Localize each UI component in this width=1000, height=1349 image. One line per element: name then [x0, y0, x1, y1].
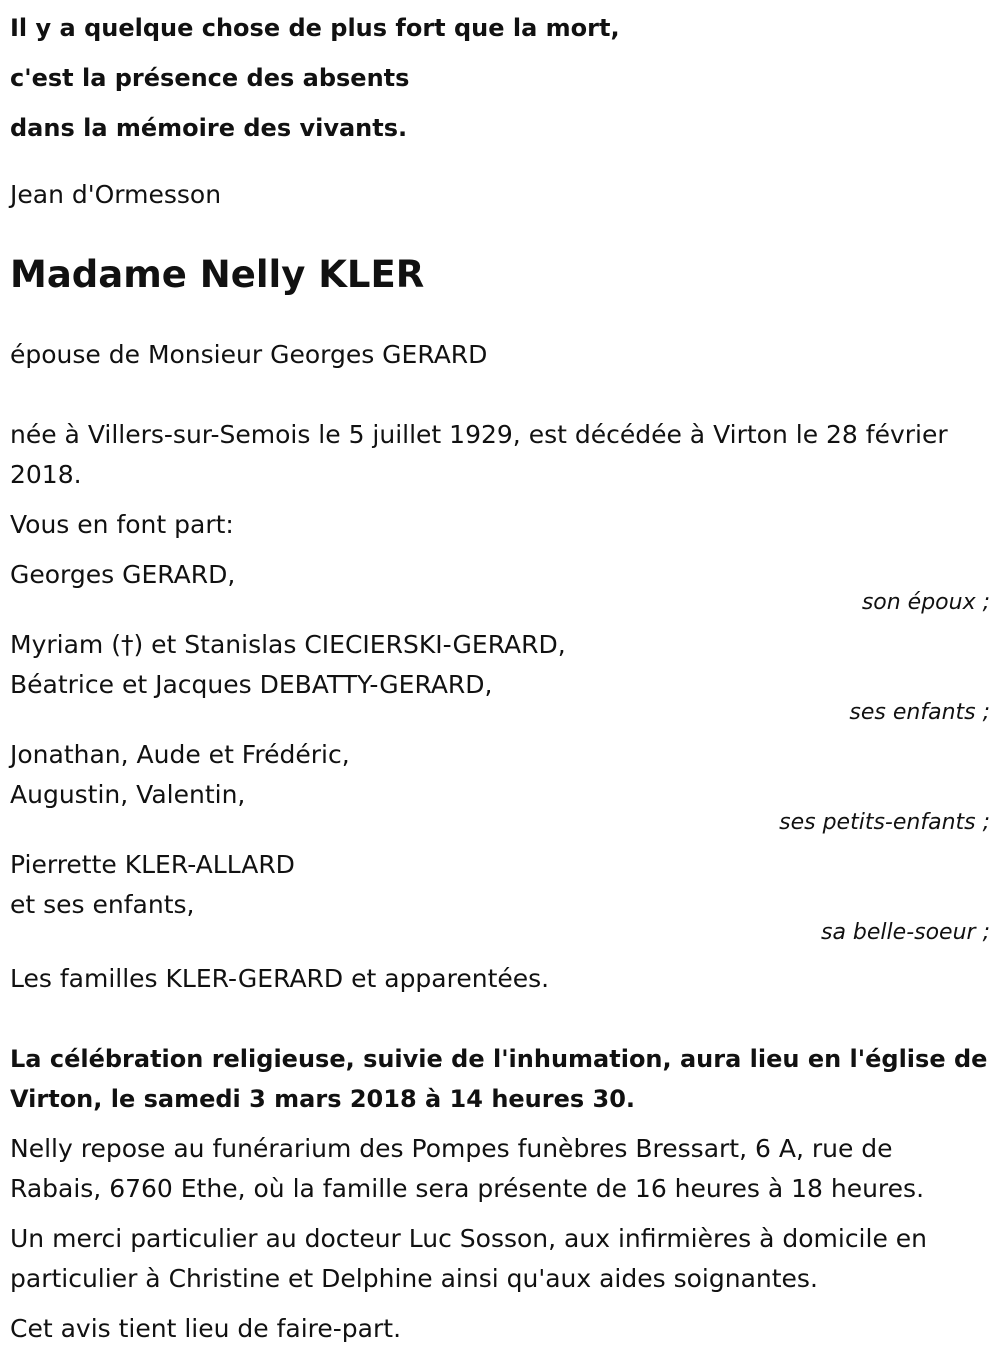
- family-group-children: [10, 625, 990, 725]
- families-line: Les familles KLER-GERARD et apparentées.: [10, 964, 550, 993]
- deceased-name: Madame Nelly KLER: [10, 253, 425, 296]
- announcement-intro: Vous en font part:: [10, 510, 234, 539]
- obituary-notice: [10, 0, 990, 1349]
- relation-label: ses petits-enfants ;: [779, 810, 990, 835]
- family-name-line: Augustin, Valentin,: [10, 780, 246, 809]
- birth-death-line: née à Villers-sur-Semois le 5 juillet 1929, est décédée à Virton le 28 février 2018.: [10, 420, 948, 489]
- family-name-line: Jonathan, Aude et Frédéric,: [10, 740, 350, 769]
- family-name-line: Myriam (†) et Stanislas CIECIERSKI-GERARD,: [10, 630, 566, 659]
- family-name-line: et ses enfants,: [10, 890, 195, 919]
- family-name-line: Georges GERARD,: [10, 560, 236, 589]
- quote-line: dans la mémoire des vivants.: [10, 114, 408, 142]
- quote-line: Il y a quelque chose de plus fort que la mort,: [10, 14, 620, 42]
- funeral-home-info: Nelly repose au funérarium des Pompes funèbres Bressart, 6 A, rue de Rabais, 6760 Ethe, où la famille sera présente de 16 heures à 18 heures.: [10, 1134, 925, 1203]
- epigraph-quote: [10, 3, 990, 153]
- quote-line: c'est la présence des absents: [10, 64, 410, 92]
- ceremony-announcement: La célébration religieuse, suivie de l'inhumation, aura lieu en l'église de Virton, le samedi 3 mars 2018 à 14 heures 30.: [10, 1045, 988, 1113]
- relation-label: son époux ;: [861, 590, 990, 615]
- family-group-grandchildren: [10, 735, 990, 835]
- thanks-paragraph: Un merci particulier au docteur Luc Sosson, aux infirmières à domicile en particulier à Christine et Delphine ainsi qu'aux aides soignantes.: [10, 1224, 928, 1293]
- family-group-spouse: [10, 555, 990, 615]
- family-name-line: Pierrette KLER-ALLARD: [10, 850, 295, 879]
- spouse-line: épouse de Monsieur Georges GERARD: [10, 340, 488, 369]
- relation-label: ses enfants ;: [849, 700, 990, 725]
- family-name-line: Béatrice et Jacques DEBATTY-GERARD,: [10, 670, 493, 699]
- family-group-sister-in-law: [10, 845, 990, 945]
- closing-line: Cet avis tient lieu de faire-part.: [10, 1314, 402, 1343]
- quote-author: Jean d'Ormesson: [10, 180, 222, 209]
- relation-label: sa belle-soeur ;: [821, 920, 990, 945]
